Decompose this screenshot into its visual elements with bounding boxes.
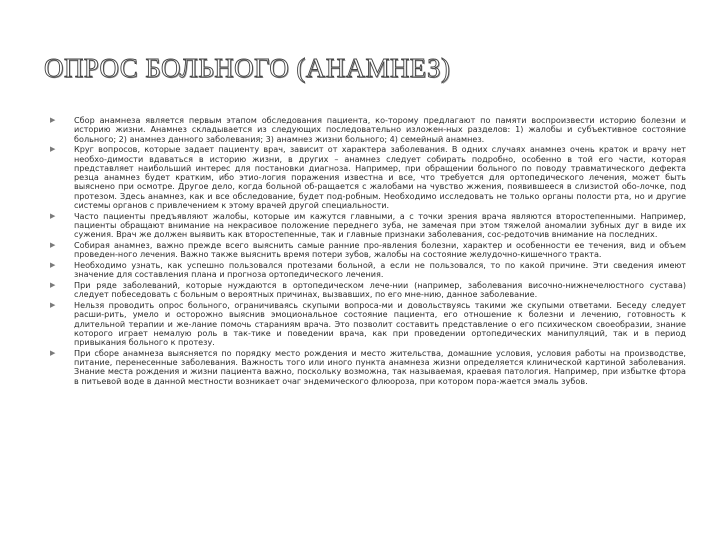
bullet-arrow-icon: ▶ bbox=[50, 261, 56, 270]
paragraph-text: Необходимо узнать, как успешно пользовался протезами больной, а если не пользовался, то по какой причине. Эти сведения имеют значение для составления плана и прогноза ортопедического лечения. bbox=[74, 260, 686, 280]
bullet-arrow-icon: ▶ bbox=[50, 211, 56, 220]
list-item bbox=[50, 116, 686, 144]
paragraph-text: Собирая анамнез, важно прежде всего выяснить самые ранние про-явления болезни, характер и особенности ее течения, вид и объем проведен-ного лечения. Важно также выяснить время потери зубов, жалобы на состояние желудочно-кишечного тракта. bbox=[74, 240, 686, 260]
bullet-arrow-icon: ▶ bbox=[50, 300, 56, 309]
list-item bbox=[50, 145, 686, 210]
list-item bbox=[50, 281, 686, 300]
paragraph-text: Часто пациенты предъявляют жалобы, которые им кажутся главными, а с точки зрения врача являются второстепенными. Например, пациенты обращают внимание на некрасивое положение переднего зуба, не замечая при этом тяжелой аномалии зубных дуг в виде их сужения. Врач же должен выявить как второстепенные, так и главные признаки заболевания, сос-редоточив внимание на последних. bbox=[74, 210, 686, 240]
paragraph-text: Нельзя проводить опрос больного, ограничиваясь скупыми вопроса-ми и довольствуясь такими же скупыми ответами. Беседу следует расши-рить, умело и осторожно выяснив эмоциональное состояние пациента, его отношение к болезни и лечению, готовность к длительной терапии и же-лание помочь стараниям врача. Это позволит составить представление о его психическом своеобразии, знание которого играет немалую роль в так-тике и поведении врача, как при проведении ортопедических манипуляций, так и в период привыкания больного к протезу. bbox=[74, 299, 686, 348]
list-item bbox=[50, 212, 686, 240]
bullet-arrow-icon: ▶ bbox=[50, 281, 56, 289]
bullet-arrow-icon: ▶ bbox=[50, 348, 56, 357]
bullet-arrow-icon: ▶ bbox=[50, 241, 56, 250]
bullet-list bbox=[50, 116, 686, 387]
bullet-arrow-icon: ▶ bbox=[50, 145, 56, 154]
bullet-arrow-icon: ▶ bbox=[50, 116, 56, 124]
slide-title: ОПРОС БОЛЬНОГО (АНАМНЕЗ) bbox=[44, 53, 451, 83]
list-item bbox=[50, 241, 686, 260]
paragraph-text: Сбор анамнеза является первым этапом обследования пациента, ко-торому предлагают по памяти воспроизвести историю болезни и историю жизни. Анамнез складывается из следующих последовательно изложен-ных разделов: 1) жалобы и субъективное состояние больного; 2) анамнез данного заболевания; 3) анамнез жизни больного; 4) семейный анамнез. bbox=[74, 115, 686, 144]
paragraph-text: При ряде заболеваний, которые нуждаются в ортопедическом лече-нии (например, заболевания височно-нижнечелюстного сустава) следует побеседовать с больным о вероятных причинах, вызвавших, по его мне-нию, данное заболевание. bbox=[74, 280, 686, 300]
list-item bbox=[50, 349, 686, 386]
list-item bbox=[50, 301, 686, 347]
list-item bbox=[50, 261, 686, 280]
paragraph-text: При сборе анамнеза выясняется по порядку место рождения и место жительства, домашние условия, условия работы на производстве, питание, перенесенные заболевания. Важность того или иного пункта анамнеза жизни определяется клинической картиной заболевания. Знание места рождения и жизни пациента важно, поскольку возможна, так называемая, краевая патология. Например, при избытке фтора в питьевой воде в данной местности возникает очаг эндемического флюороза, при котором пора-жается эмаль зубов. bbox=[74, 347, 686, 386]
paragraph-text: Круг вопросов, которые задает пациенту врач, зависит от характера заболевания. В одних случаях анамнез очень краток и врачу нет необхо-димости вдаваться в историю жизни, в других – анамнез следует собирать подробно, особенно в той его части, которая представляет наибольший интерес для постановки диагноза. Например, при обращении больного по поводу травматического дефекта резца анамнез будет кратким, ибо этио-логия поражения известна и все, что требуется для ортопедического лечения, может быть выяснено при осмотре. Другое дело, когда больной об-ращается с жалобами на чувство жжения, появившееся в слизистой обо-лочке, под протезом. Здесь анамнез, как и все обследование, будет под-робным. Необходимо исследовать не только органы полости рта, но и другие системы органов с привлечением к этому врачей другой специальности. bbox=[74, 144, 686, 211]
